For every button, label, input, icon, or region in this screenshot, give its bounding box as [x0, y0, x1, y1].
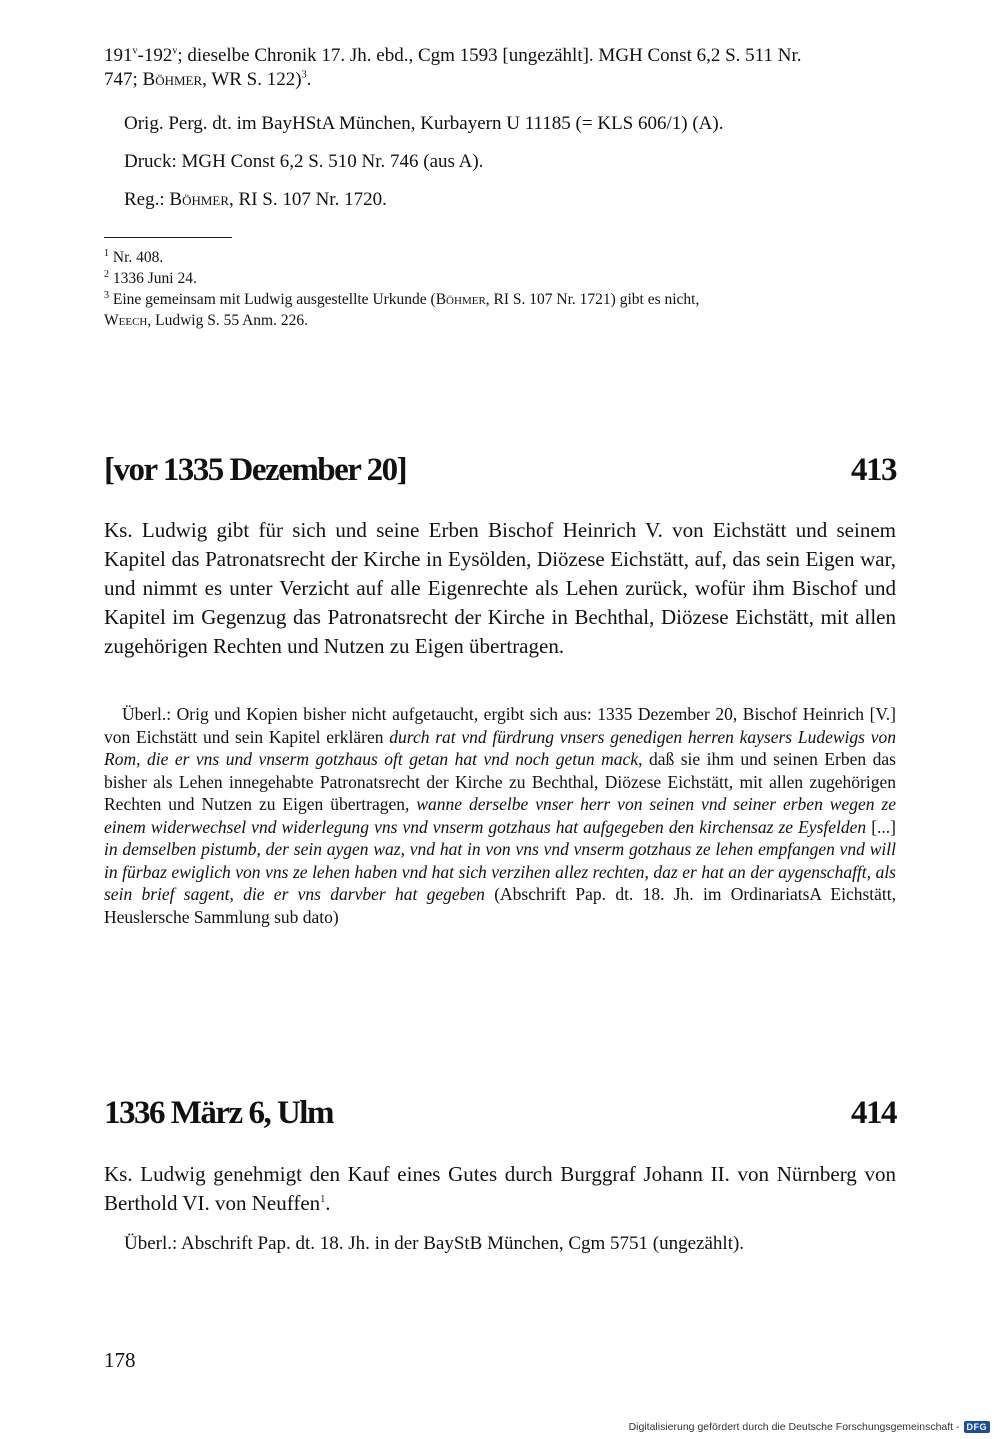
regest-line: Reg.: Böhmer, RI S. 107 Nr. 1720. [124, 189, 387, 210]
footer-credit: Digitalisierung gefördert durch die Deutsche Forschungsgemeinschaft - DFG [629, 1421, 990, 1433]
footnote-divider [104, 237, 232, 238]
footnote-1: $^1$ Nr. 408. [104, 247, 164, 266]
dfg-logo-icon: DFG [964, 1421, 991, 1433]
entry-date: [vor 1335 Dezember 20] [104, 452, 407, 488]
entry-413-heading [104, 452, 896, 489]
print-source-line: Druck: MGH Const 6,2 S. 510 Nr. 746 (aus A). [124, 151, 484, 172]
entry-number: 413 [851, 452, 896, 488]
entry-413-tradition: Überl.: Orig und Kopien bisher nicht aufgetaucht, ergibt sich aus: 1335 Dezember 20, Bischof Heinrich [V.] von Eichstätt und sein Kapitel erklären durch rat vnd fürdrung vnsers genedigen herren kaysers Ludewigs von Rom, die er vns und vnserm gotzhaus oft getan hat vnd noch getun mack, daß sie ihm und seinen Erben das bisher als Lehen innegehabte Patronatsrecht der Kirche zu Bechthal, Diözese Eichstätt, mit allen zugehörigen Rechten und Nutzen zu Eigen übertragen, wanne derselbe vnser herr von seinen vnd seiner erben wegen ze einem widerwechsel vnd widerlegung vns vnd vnserm gotzhaus hat aufgegeben den kirchensaz ze Eysfelden [...] in demselben pistumb, der sein aygen waz, vnd hat in von vns vnd vnserm gotzhaus ze lehen empfangen vnd will in fürbaz ewiglich von vns ze lehen haben vnd hat sich verzihen allez rechten, daz er hat an der aygenschafft, als sein brief sagent, die er vns darvber hat gegeben (Abschrift Pap. dt. 18. Jh. im OrdinariatsA Eichstätt, Heuslersche Sammlung sub dato) [104, 704, 897, 927]
footnote-2: $^2$ 1336 Juni 24. [104, 268, 197, 287]
footnotes [104, 247, 896, 331]
entry-413-summary: Ks. Ludwig gibt für sich und seine Erben Bischof Heinrich V. von Eichstätt und seinem Kapitel das Patronatsrecht der Kirche in Eysölden, Diözese Eichstätt, auf, das sein Eigen war, und nimmt es unter Verzicht auf alle Eigenrechte als Lehen zurück, wofür ihm Bischof und Kapitel im Gegenzug das Patronatsrecht der Kirche in Bechthal, Diözese Eichstätt, mit allen zugehörigen Rechten und Nutzen zu Eigen übertragen. [104, 518, 896, 658]
continuation-text: 191$^v$-192$^v$; dieselbe Chronik 17. Jh. ebd., Cgm 1593 [ungezählt]. MGH Const 6,2 S. 511 Nr. 747; Böhmer, WR S. 122)$^3$. [104, 45, 802, 90]
entry-date: 1336 März 6, Ulm [104, 1095, 333, 1131]
entry-number: 414 [851, 1095, 896, 1131]
entry-414-heading [104, 1095, 896, 1132]
entry-414-tradition: Überl.: Abschrift Pap. dt. 18. Jh. in der BayStB München, Cgm 5751 (ungezählt). [124, 1233, 745, 1254]
original-source-line: Orig. Perg. dt. im BayHStA München, Kurbayern U 11185 (= KLS 606/1) (A). [124, 113, 724, 134]
footnote-3: $^3$ Eine gemeinsam mit Ludwig ausgestellte Urkunde (Böhmer, RI S. 107 Nr. 1721) gibt es nicht, Weech, Ludwig S. 55 Anm. 226. [104, 289, 700, 329]
page-number: 178 [104, 1348, 136, 1372]
entry-414-summary: Ks. Ludwig genehmigt den Kauf eines Gutes durch Burggraf Johann II. von Nürnberg von Berthold VI. von Neuffen$^1$. [104, 1162, 896, 1215]
